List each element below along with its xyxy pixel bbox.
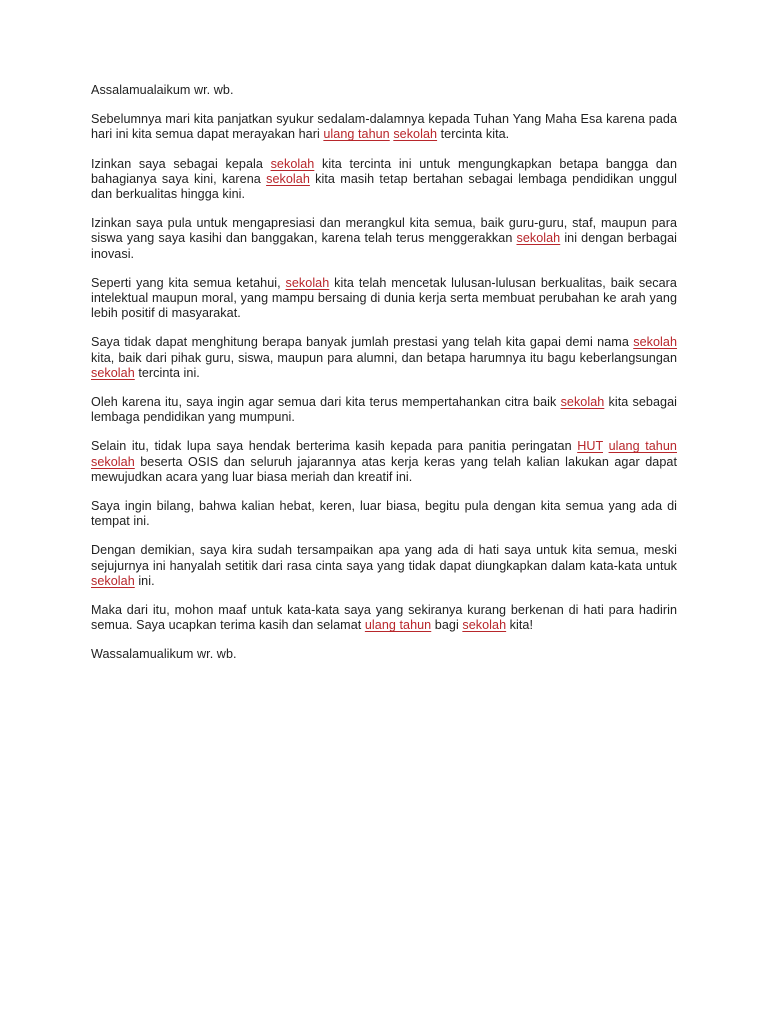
text-run: Assalamualaikum wr. wb. <box>91 83 234 97</box>
text-run: Seperti yang kita semua ketahui, <box>91 275 286 290</box>
text-run: tercinta ini. <box>134 365 200 380</box>
paragraph <box>91 335 677 381</box>
paragraph <box>91 499 677 529</box>
text-run: kita tercinta ini untuk mengungkapkan betapa bangga dan bahagianya saya kini, karena <box>91 156 677 186</box>
document-body <box>91 83 677 663</box>
paragraph <box>91 543 677 589</box>
spellcheck-flagged-word: sekolah <box>91 454 135 469</box>
spellcheck-flagged-word: sekolah <box>560 395 605 410</box>
spellcheck-flagged-word: ulang tahun <box>608 439 677 454</box>
text-run: ini. <box>134 573 155 588</box>
text-run: bagi <box>431 618 463 633</box>
text-run: beserta OSIS dan seluruh jajarannya atas kerja keras yang telah kalian lakukan agar dapat mewujudkan acara yang luar biasa meriah dan kreatif ini. <box>91 454 677 484</box>
paragraph <box>91 603 677 633</box>
text-run: Izinkan saya sebagai kepala <box>91 156 271 171</box>
paragraph <box>91 647 677 662</box>
text-run: Izinkan saya pula untuk mengapresiasi dan merangkul kita semua, baik guru-guru, staf, maupun para siswa yang saya kasihi dan banggakan, karena telah terus menggerakkan <box>91 216 677 246</box>
text-run: Dengan demikian, saya kira sudah tersampaikan apa yang ada di hati saya untuk kita semua, meski sejujurnya ini hanyalah setitik dari rasa cinta saya yang tidak dapat diungkapkan dalam kata-kata untuk <box>91 543 677 573</box>
spellcheck-flagged-word: sekolah <box>266 171 310 186</box>
spellcheck-flagged-word: ulang tahun <box>323 127 390 142</box>
spellcheck-flagged-word: sekolah <box>91 573 135 588</box>
spellcheck-flagged-word: sekolah <box>91 365 135 380</box>
text-run: kita, baik dari pihak guru, siswa, maupun para alumni, dan betapa harumnya itu bagu keberlangsungan <box>91 350 677 365</box>
text-run: Wassalamualikum wr. wb. <box>91 647 237 662</box>
text-run: kita telah mencetak lulusan-lulusan berkualitas, baik secara intelektual maupun moral, yang mampu bersaing di dunia kerja serta membuat perubahan ke arah yang lebih positif di masyarakat. <box>91 275 677 321</box>
spellcheck-flagged-word: ulang tahun <box>364 618 432 633</box>
spellcheck-flagged-word: sekolah <box>462 618 507 633</box>
paragraph <box>91 395 677 425</box>
text-run: Selain itu, tidak lupa saya hendak berterima kasih kepada para panitia peringatan <box>91 439 578 454</box>
spellcheck-flagged-word: sekolah <box>393 127 438 142</box>
spellcheck-flagged-word: sekolah <box>285 275 330 290</box>
paragraph <box>91 276 677 322</box>
paragraph <box>91 157 677 203</box>
text-run: ini dengan berbagai inovasi. <box>91 231 677 261</box>
paragraph <box>91 216 677 262</box>
text-run: Oleh karena itu, saya ingin agar semua dari kita terus mempertahankan citra baik <box>91 395 561 410</box>
text-run: kita masih tetap bertahan sebagai lembaga pendidikan unggul dan berkualitas hingga kini. <box>91 171 677 202</box>
spellcheck-flagged-word: HUT <box>577 439 603 454</box>
paragraph <box>91 83 677 98</box>
text-run: Saya ingin bilang, bahwa kalian hebat, keren, luar biasa, begitu pula dengan kita semua yang ada di tempat ini. <box>91 499 677 529</box>
text-run: Maka dari itu, mohon maaf untuk kata-kata saya yang sekiranya kurang berkenan di hati para hadirin semua. Saya ucapkan terima kasih dan selamat <box>91 603 677 633</box>
spellcheck-flagged-word: sekolah <box>270 156 315 171</box>
text-run: Sebelumnya mari kita panjatkan syukur sedalam-dalamnya kepada Tuhan Yang Maha Esa karena pada hari ini kita semua dapat merayakan hari <box>91 112 677 142</box>
spellcheck-flagged-word: sekolah <box>516 231 561 246</box>
paragraph <box>91 112 677 142</box>
text-run: kita sebagai lembaga pendidikan yang mumpuni. <box>91 395 677 425</box>
paragraph <box>91 439 677 485</box>
text-run: Saya tidak dapat menghitung berapa banyak jumlah prestasi yang telah kita gapai demi nama <box>91 335 634 350</box>
text-run: tercinta kita. <box>437 127 510 142</box>
text-run: kita! <box>506 618 534 633</box>
spellcheck-flagged-word: sekolah <box>633 335 677 350</box>
